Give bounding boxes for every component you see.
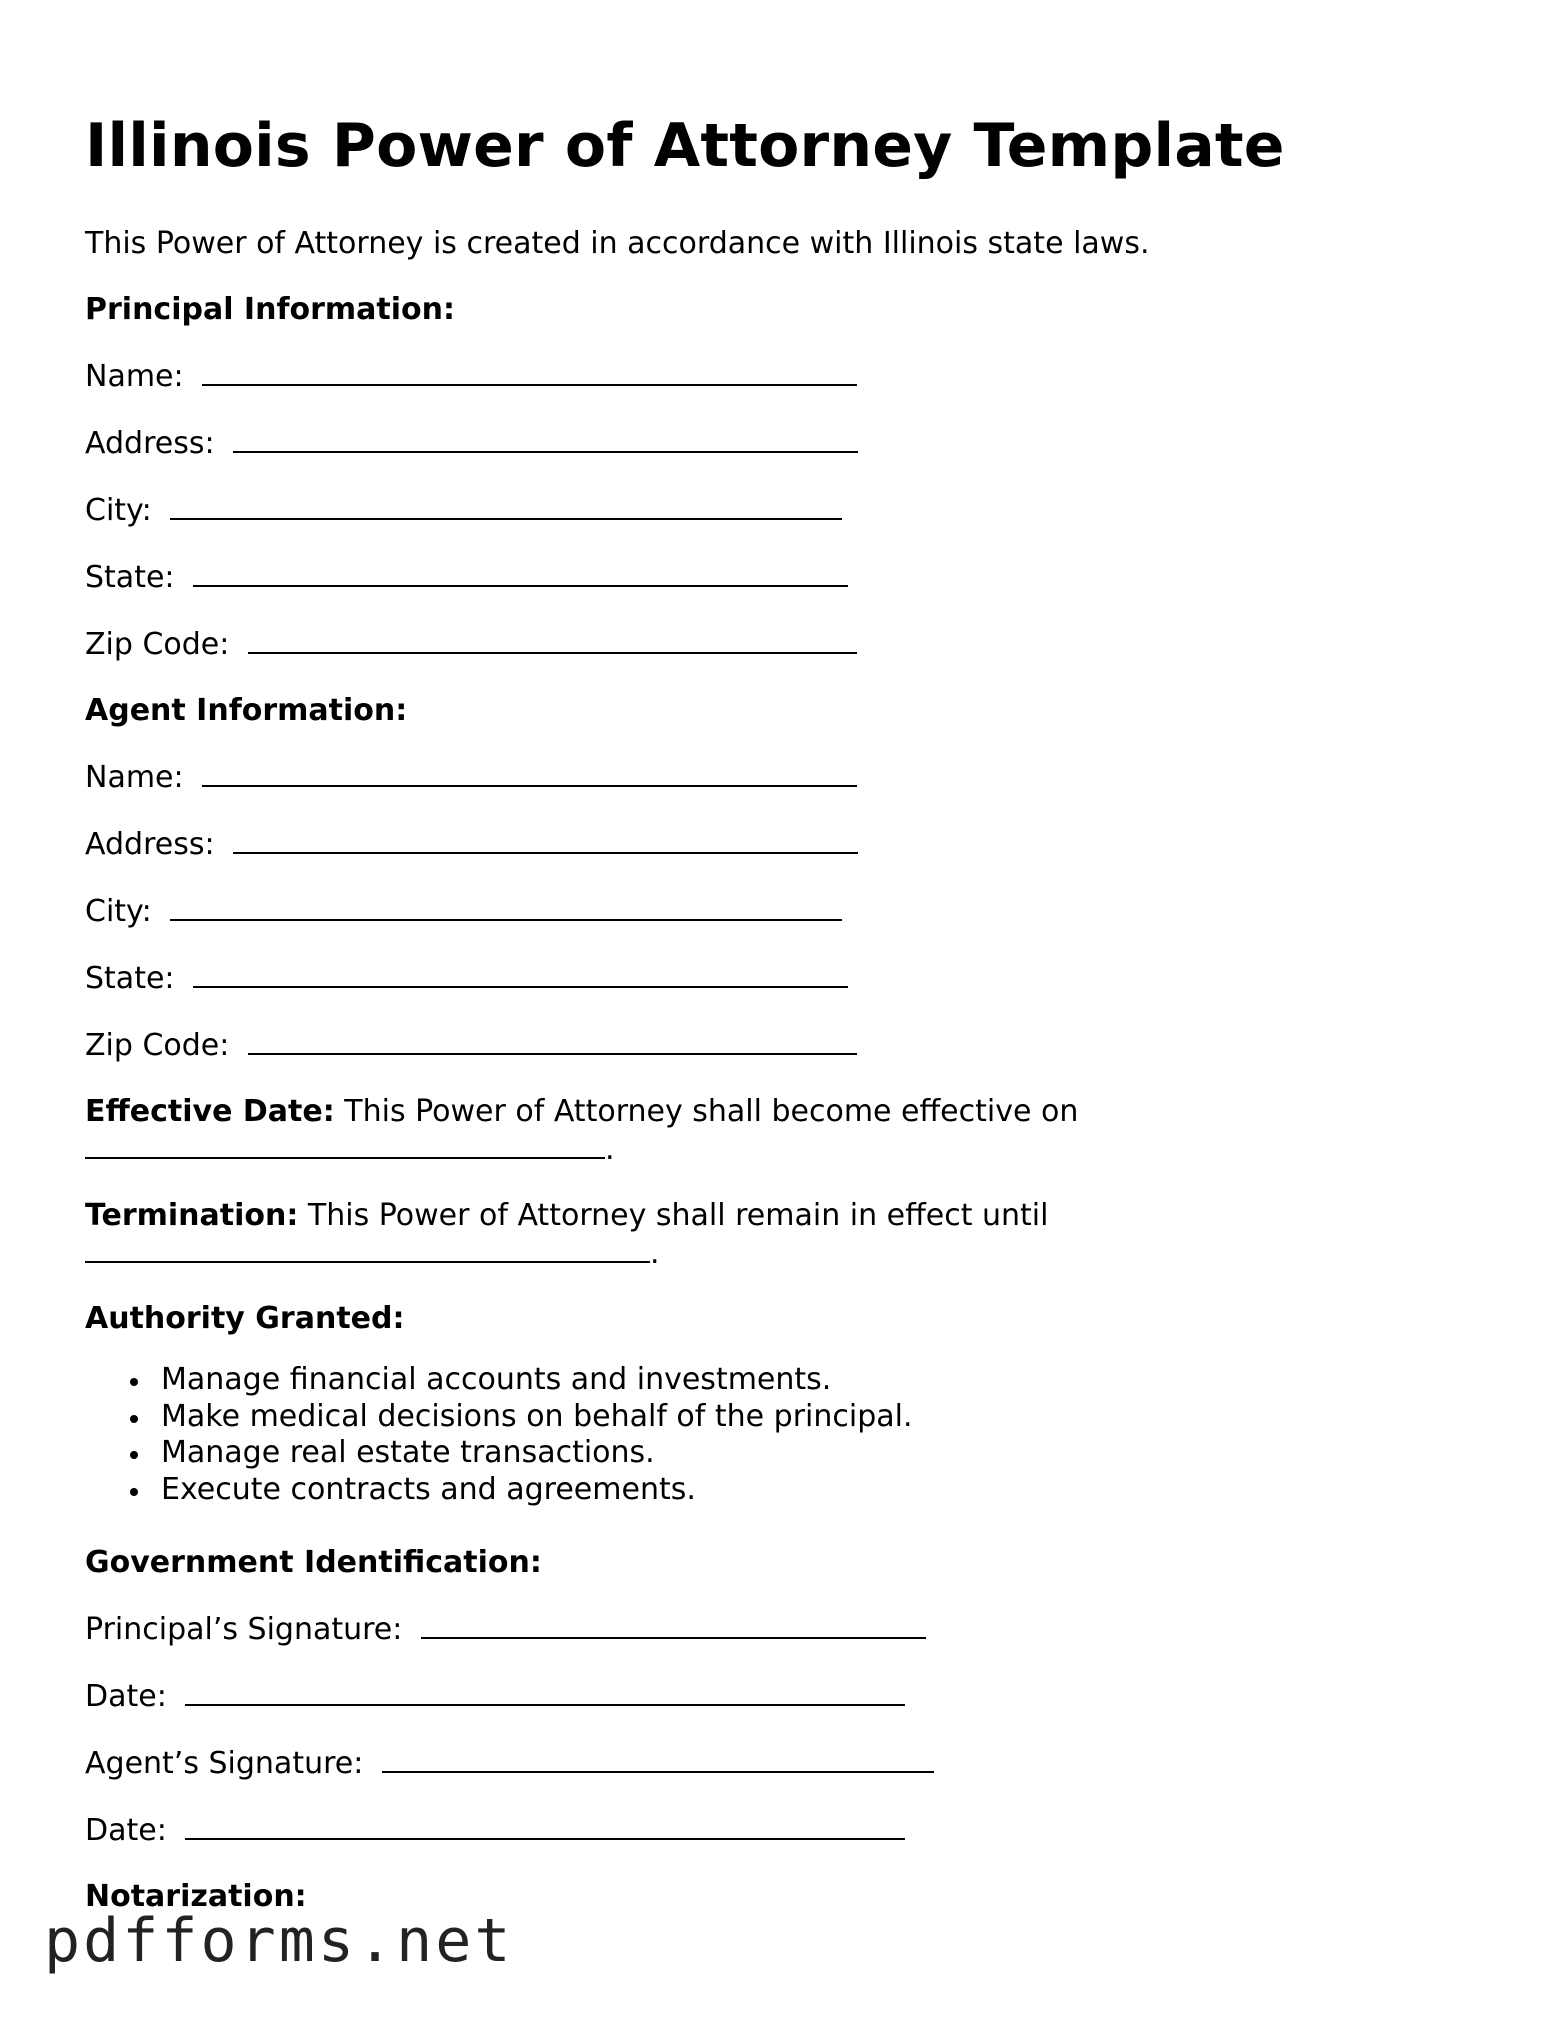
principal-state-row (85, 558, 848, 598)
agent-date-label: Date: (85, 1813, 167, 1848)
list-item: Manage financial accounts and investments. (85, 1362, 913, 1399)
principal-city-row (85, 491, 842, 531)
termination-text: This Power of Attorney shall remain in effect until (307, 1198, 1049, 1233)
effective-date-row (85, 1092, 1078, 1132)
agent-signature-label: Agent’s Signature: (85, 1746, 364, 1781)
bullet-icon (130, 1415, 138, 1423)
identification-heading: Government Identification: (85, 1545, 542, 1580)
effective-date-label: Effective Date: (85, 1094, 335, 1129)
principal-signature-label: Principal’s Signature: (85, 1612, 403, 1647)
agent-name-field[interactable] (202, 759, 857, 787)
principal-zip-field[interactable] (248, 626, 857, 654)
list-item: Make medical decisions on behalf of the principal. (85, 1399, 913, 1436)
principal-zip-label: Zip Code: (85, 627, 230, 662)
principal-name-label: Name: (85, 359, 184, 394)
agent-state-field[interactable] (193, 960, 848, 988)
effective-date-blank-row (85, 1130, 615, 1170)
principal-zip-row (85, 625, 857, 665)
agent-city-row (85, 892, 842, 932)
bullet-icon (130, 1451, 138, 1459)
list-item: Manage real estate transactions. (85, 1435, 913, 1472)
agent-address-row (85, 825, 858, 865)
effective-date-field[interactable] (85, 1131, 605, 1159)
termination-blank-row (85, 1234, 660, 1274)
principal-date-row (85, 1677, 905, 1717)
agent-city-label: City: (85, 894, 152, 929)
agent-date-row (85, 1811, 905, 1851)
principal-city-label: City: (85, 493, 152, 528)
agent-city-field[interactable] (170, 893, 842, 921)
agent-state-row (85, 959, 848, 999)
principal-name-row (85, 357, 857, 397)
principal-address-label: Address: (85, 426, 215, 461)
agent-address-label: Address: (85, 827, 215, 862)
intro-text: This Power of Attorney is created in accordance with Illinois state laws. (85, 226, 1150, 261)
list-item: Execute contracts and agreements. (85, 1472, 913, 1509)
agent-zip-row (85, 1026, 857, 1066)
watermark-logo: pdfforms.net (44, 1906, 514, 1976)
agent-zip-label: Zip Code: (85, 1028, 230, 1063)
effective-date-period: . (605, 1132, 615, 1167)
principal-address-field[interactable] (233, 425, 858, 453)
principal-signature-field[interactable] (421, 1611, 926, 1639)
principal-date-label: Date: (85, 1679, 167, 1714)
agent-name-row (85, 758, 857, 798)
termination-row (85, 1196, 1048, 1236)
bullet-icon (130, 1378, 138, 1386)
agent-zip-field[interactable] (248, 1027, 857, 1055)
principal-state-field[interactable] (193, 559, 848, 587)
principal-date-field[interactable] (185, 1678, 905, 1706)
effective-date-text: This Power of Attorney shall become effective on (344, 1094, 1079, 1129)
bullet-icon (130, 1488, 138, 1496)
agent-signature-row (85, 1744, 934, 1784)
agent-state-label: State: (85, 961, 175, 996)
termination-period: . (650, 1236, 660, 1271)
authority-heading: Authority Granted: (85, 1301, 405, 1336)
principal-name-field[interactable] (202, 358, 857, 386)
principal-state-label: State: (85, 560, 175, 595)
document-title: Illinois Power of Attorney Template (85, 111, 1285, 181)
agent-name-label: Name: (85, 760, 184, 795)
authority-list (85, 1362, 913, 1508)
termination-label: Termination: (85, 1198, 299, 1233)
principal-address-row (85, 424, 858, 464)
agent-date-field[interactable] (185, 1812, 905, 1840)
agent-heading: Agent Information: (85, 693, 408, 728)
agent-signature-field[interactable] (382, 1745, 934, 1773)
principal-heading: Principal Information: (85, 292, 456, 327)
agent-address-field[interactable] (233, 826, 858, 854)
notarization-heading: Notarization: (85, 1879, 307, 1914)
principal-city-field[interactable] (170, 492, 842, 520)
principal-signature-row (85, 1610, 926, 1650)
termination-field[interactable] (85, 1235, 650, 1263)
